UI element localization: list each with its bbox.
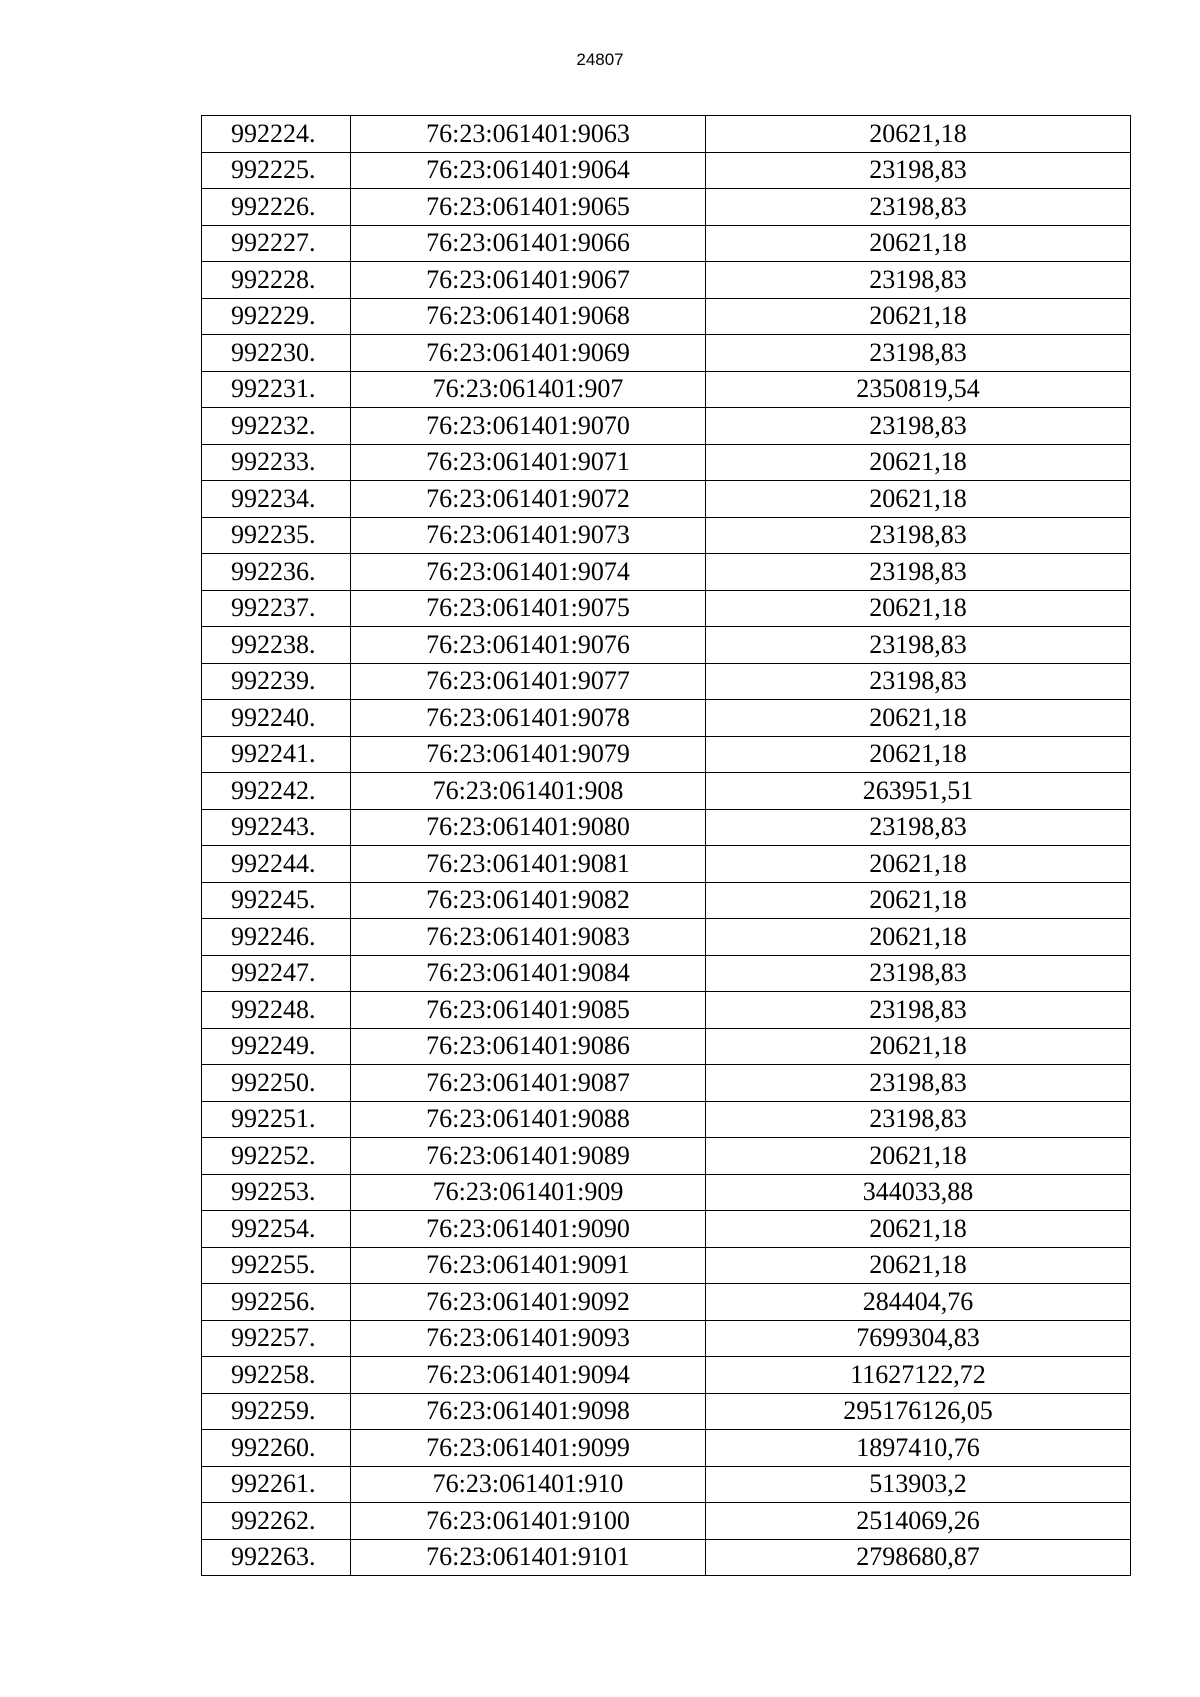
cadastral-number-cell: 76:23:061401:9079 (351, 736, 706, 773)
row-number-cell: 992231. (202, 371, 351, 408)
row-number-cell: 992254. (202, 1211, 351, 1248)
table-row (202, 189, 1131, 226)
cadastral-number-cell: 76:23:061401:9065 (351, 189, 706, 226)
row-number-cell: 992230. (202, 335, 351, 372)
table-row (202, 152, 1131, 189)
cadastral-number-cell: 76:23:061401:907 (351, 371, 706, 408)
table-row (202, 225, 1131, 262)
table-row (202, 517, 1131, 554)
cadastral-number-cell: 76:23:061401:9101 (351, 1539, 706, 1576)
row-number-cell: 992248. (202, 992, 351, 1029)
cadastral-number-cell: 76:23:061401:910 (351, 1466, 706, 1503)
cadastral-value-cell: 23198,83 (706, 663, 1131, 700)
cadastral-value-cell: 23198,83 (706, 809, 1131, 846)
cadastral-value-cell: 20621,18 (706, 1138, 1131, 1175)
cadastral-number-cell: 76:23:061401:9081 (351, 846, 706, 883)
row-number-cell: 992235. (202, 517, 351, 554)
cadastral-value-cell: 20621,18 (706, 225, 1131, 262)
cadastral-value-cell: 263951,51 (706, 773, 1131, 810)
row-number-cell: 992247. (202, 955, 351, 992)
table-row (202, 1065, 1131, 1102)
row-number-cell: 992256. (202, 1284, 351, 1321)
row-number-cell: 992236. (202, 554, 351, 591)
row-number-cell: 992224. (202, 116, 351, 153)
cadastral-number-cell: 76:23:061401:9082 (351, 882, 706, 919)
cadastral-value-cell: 23198,83 (706, 554, 1131, 591)
cadastral-number-cell: 76:23:061401:9074 (351, 554, 706, 591)
table-row (202, 1320, 1131, 1357)
cadastral-number-cell: 76:23:061401:9085 (351, 992, 706, 1029)
table-row (202, 1357, 1131, 1394)
table-row (202, 846, 1131, 883)
row-number-cell: 992249. (202, 1028, 351, 1065)
row-number-cell: 992241. (202, 736, 351, 773)
row-number-cell: 992246. (202, 919, 351, 956)
row-number-cell: 992255. (202, 1247, 351, 1284)
cadastral-value-cell: 295176126,05 (706, 1393, 1131, 1430)
cadastral-number-cell: 76:23:061401:9091 (351, 1247, 706, 1284)
row-number-cell: 992239. (202, 663, 351, 700)
cadastral-value-cell: 20621,18 (706, 736, 1131, 773)
cadastral-number-cell: 76:23:061401:908 (351, 773, 706, 810)
table-row (202, 992, 1131, 1029)
table-row (202, 1539, 1131, 1576)
cadastral-value-cell: 20621,18 (706, 481, 1131, 518)
row-number-cell: 992263. (202, 1539, 351, 1576)
row-number-cell: 992250. (202, 1065, 351, 1102)
table-row (202, 773, 1131, 810)
cadastral-value-cell: 1897410,76 (706, 1430, 1131, 1467)
cadastral-value-cell: 20621,18 (706, 1211, 1131, 1248)
cadastral-value-cell: 23198,83 (706, 189, 1131, 226)
row-number-cell: 992234. (202, 481, 351, 518)
cadastral-value-cell: 23198,83 (706, 408, 1131, 445)
table-row (202, 371, 1131, 408)
row-number-cell: 992259. (202, 1393, 351, 1430)
row-number-cell: 992238. (202, 627, 351, 664)
cadastral-number-cell: 76:23:061401:9092 (351, 1284, 706, 1321)
cadastral-number-cell: 76:23:061401:9084 (351, 955, 706, 992)
table-row (202, 1503, 1131, 1540)
cadastral-number-cell: 76:23:061401:9072 (351, 481, 706, 518)
cadastral-number-cell: 76:23:061401:9089 (351, 1138, 706, 1175)
cadastral-value-cell: 23198,83 (706, 627, 1131, 664)
cadastral-number-cell: 76:23:061401:9067 (351, 262, 706, 299)
row-number-cell: 992228. (202, 262, 351, 299)
table-row (202, 554, 1131, 591)
cadastral-number-cell: 76:23:061401:9098 (351, 1393, 706, 1430)
table-row (202, 1466, 1131, 1503)
cadastral-value-cell: 2350819,54 (706, 371, 1131, 408)
row-number-cell: 992226. (202, 189, 351, 226)
table-row (202, 700, 1131, 737)
cadastral-value-cell: 23198,83 (706, 152, 1131, 189)
cadastral-value-cell: 2798680,87 (706, 1539, 1131, 1576)
row-number-cell: 992243. (202, 809, 351, 846)
table-row (202, 444, 1131, 481)
cadastral-number-cell: 76:23:061401:9066 (351, 225, 706, 262)
cadastral-number-cell: 76:23:061401:9100 (351, 1503, 706, 1540)
table-row (202, 882, 1131, 919)
row-number-cell: 992253. (202, 1174, 351, 1211)
cadastral-value-cell: 20621,18 (706, 919, 1131, 956)
cadastral-number-cell: 76:23:061401:9080 (351, 809, 706, 846)
row-number-cell: 992251. (202, 1101, 351, 1138)
row-number-cell: 992257. (202, 1320, 351, 1357)
cadastral-number-cell: 76:23:061401:9099 (351, 1430, 706, 1467)
cadastral-number-cell: 76:23:061401:909 (351, 1174, 706, 1211)
cadastral-number-cell: 76:23:061401:9076 (351, 627, 706, 664)
cadastral-value-cell: 20621,18 (706, 116, 1131, 153)
cadastral-number-cell: 76:23:061401:9075 (351, 590, 706, 627)
cadastral-number-cell: 76:23:061401:9093 (351, 1320, 706, 1357)
cadastral-value-cell: 11627122,72 (706, 1357, 1131, 1394)
row-number-cell: 992245. (202, 882, 351, 919)
cadastral-number-cell: 76:23:061401:9083 (351, 919, 706, 956)
row-number-cell: 992262. (202, 1503, 351, 1540)
table-row (202, 262, 1131, 299)
row-number-cell: 992237. (202, 590, 351, 627)
cadastral-number-cell: 76:23:061401:9077 (351, 663, 706, 700)
cadastral-value-cell: 20621,18 (706, 700, 1131, 737)
cadastral-number-cell: 76:23:061401:9064 (351, 152, 706, 189)
table-row (202, 1101, 1131, 1138)
row-number-cell: 992252. (202, 1138, 351, 1175)
cadastral-number-cell: 76:23:061401:9069 (351, 335, 706, 372)
cadastral-number-cell: 76:23:061401:9071 (351, 444, 706, 481)
table-row (202, 1174, 1131, 1211)
cadastral-number-cell: 76:23:061401:9090 (351, 1211, 706, 1248)
cadastral-value-cell: 20621,18 (706, 1247, 1131, 1284)
table-row (202, 481, 1131, 518)
table-row (202, 408, 1131, 445)
cadastral-number-cell: 76:23:061401:9068 (351, 298, 706, 335)
cadastral-number-cell: 76:23:061401:9087 (351, 1065, 706, 1102)
table-row (202, 1430, 1131, 1467)
table-row (202, 955, 1131, 992)
table-row (202, 298, 1131, 335)
table-row (202, 1247, 1131, 1284)
cadastral-value-cell: 20621,18 (706, 1028, 1131, 1065)
cadastral-number-cell: 76:23:061401:9073 (351, 517, 706, 554)
row-number-cell: 992240. (202, 700, 351, 737)
table-row (202, 590, 1131, 627)
cadastral-value-cell: 23198,83 (706, 262, 1131, 299)
cadastral-value-cell: 23198,83 (706, 1065, 1131, 1102)
cadastral-value-cell: 23198,83 (706, 335, 1131, 372)
row-number-cell: 992258. (202, 1357, 351, 1394)
cadastral-value-cell: 23198,83 (706, 955, 1131, 992)
table-row (202, 919, 1131, 956)
row-number-cell: 992232. (202, 408, 351, 445)
cadastral-value-cell: 20621,18 (706, 846, 1131, 883)
cadastral-number-cell: 76:23:061401:9088 (351, 1101, 706, 1138)
row-number-cell: 992225. (202, 152, 351, 189)
table-row (202, 736, 1131, 773)
cadastral-value-cell: 20621,18 (706, 298, 1131, 335)
row-number-cell: 992261. (202, 1466, 351, 1503)
table-row (202, 335, 1131, 372)
cadastral-value-cell: 20621,18 (706, 590, 1131, 627)
page-number: 24807 (576, 50, 624, 69)
cadastral-value-table (201, 115, 1131, 1576)
cadastral-number-cell: 76:23:061401:9078 (351, 700, 706, 737)
table-row (202, 116, 1131, 153)
row-number-cell: 992227. (202, 225, 351, 262)
cadastral-value-cell: 20621,18 (706, 444, 1131, 481)
row-number-cell: 992242. (202, 773, 351, 810)
cadastral-value-cell: 513903,2 (706, 1466, 1131, 1503)
cadastral-value-cell: 7699304,83 (706, 1320, 1131, 1357)
cadastral-value-cell: 23198,83 (706, 517, 1131, 554)
table-body (202, 116, 1131, 1576)
row-number-cell: 992260. (202, 1430, 351, 1467)
cadastral-value-cell: 284404,76 (706, 1284, 1131, 1321)
table-row (202, 1211, 1131, 1248)
cadastral-value-cell: 23198,83 (706, 992, 1131, 1029)
row-number-cell: 992233. (202, 444, 351, 481)
table-row (202, 627, 1131, 664)
table-row (202, 1284, 1131, 1321)
row-number-cell: 992229. (202, 298, 351, 335)
table-row (202, 1028, 1131, 1065)
table-row (202, 1393, 1131, 1430)
table-row (202, 1138, 1131, 1175)
cadastral-number-cell: 76:23:061401:9063 (351, 116, 706, 153)
cadastral-value-cell: 2514069,26 (706, 1503, 1131, 1540)
cadastral-number-cell: 76:23:061401:9086 (351, 1028, 706, 1065)
cadastral-number-cell: 76:23:061401:9070 (351, 408, 706, 445)
cadastral-value-cell: 344033,88 (706, 1174, 1131, 1211)
cadastral-value-cell: 20621,18 (706, 882, 1131, 919)
table-row (202, 809, 1131, 846)
row-number-cell: 992244. (202, 846, 351, 883)
cadastral-number-cell: 76:23:061401:9094 (351, 1357, 706, 1394)
cadastral-value-cell: 23198,83 (706, 1101, 1131, 1138)
table-row (202, 663, 1131, 700)
